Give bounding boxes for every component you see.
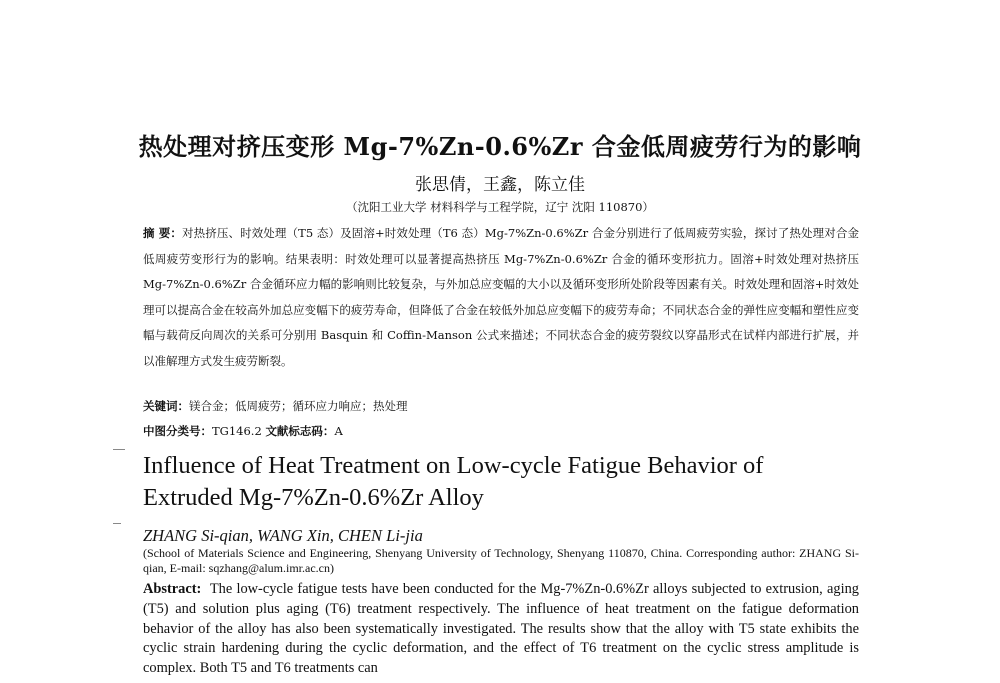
- document-code-value: A: [334, 424, 343, 438]
- margin-mark: [113, 523, 121, 524]
- margin-mark: [113, 449, 125, 450]
- chinese-keywords-label: 关键词：: [143, 399, 189, 413]
- class-number-value: TG146.2: [212, 424, 262, 438]
- english-title: Influence of Heat Treatment on Low-cycle Fatigue Behavior of Extruded Mg-7%Zn-0.6%Zr Alloy: [143, 452, 764, 511]
- chinese-abstract: [143, 221, 859, 374]
- classification-line: [143, 422, 859, 440]
- class-number-label: 中图分类号：: [143, 424, 212, 438]
- chinese-keywords-text: 镁合金；低周疲劳；循环应力响应；热处理: [189, 399, 408, 413]
- english-abstract-label: Abstract:: [143, 581, 202, 597]
- chinese-abstract-text: 对热挤压、时效处理（T5 态）及固溶+时效处理（T6 态）Mg-7%Zn-0.6%Zr 合金分别进行了低周疲劳实验，探讨了热处理对合金低周疲劳变形行为的影响。结果表明：时效处理可以显著提高热挤压 Mg-7%Zn-0.6%Zr 合金的循环变形抗力。固溶+时效处理对热挤压 Mg-7%Zn-0.6%Zr 合金循环应力幅的影响则比较复杂，与外加总应变幅的大小以及循环变形所处阶段等因素有关。时效处理和固溶+时效处理可以提高合金在较高外加总应变幅下的疲劳寿命，但降低了合金在较低外加总应变幅下的疲劳寿命；不同状态合金的弹性应变幅和塑性应变幅与载荷反向周次的关系可分别用 Basquin 和 Coffin-Manson 公式来描述；不同状态合金的疲劳裂纹以穿晶形式在试样内部进行扩展，并以准解理方式发生疲劳断裂。: [143, 226, 859, 368]
- chinese-abstract-label: 摘 要：: [143, 226, 182, 240]
- english-abstract-text: The low-cycle fatigue tests have been conducted for the Mg-7%Zn-0.6%Zr alloys subjected to extrusion, aging (T5) and solution plus aging (T6) treatment respectively. The influence of heat treatment on the fatigue deformation behavior of the alloy has also been systematically investigated. The results show that the alloy with T5 state exhibits the cyclic strain hardening during the cyclic deformation, and the effect of T6 treatment on the cyclic stress amplitude is complex. Both T5 and T6 treatments can: [143, 581, 859, 677]
- chinese-keywords: [143, 397, 859, 415]
- chinese-title: 热处理对挤压变形 Mg-7%Zn-0.6%Zr 合金低周疲劳行为的影响: [138, 132, 862, 161]
- chinese-affiliation: （沈阳工业大学 材料科学与工程学院，辽宁 沈阳 110870）: [346, 200, 654, 214]
- english-abstract: [143, 580, 859, 679]
- english-affiliation: (School of Materials Science and Engineering, Shenyang University of Technology, Shenyang 110870, China. Corresponding author: ZHANG Si-qian, E-mail: sqzhang@alum.imr.ac.cn): [143, 546, 859, 575]
- document-code-label: 文献标志码：: [265, 424, 335, 438]
- chinese-authors: 张思倩，王鑫，陈立佳: [415, 175, 585, 195]
- english-authors: ZHANG Si-qian, WANG Xin, CHEN Li-jia: [143, 526, 423, 545]
